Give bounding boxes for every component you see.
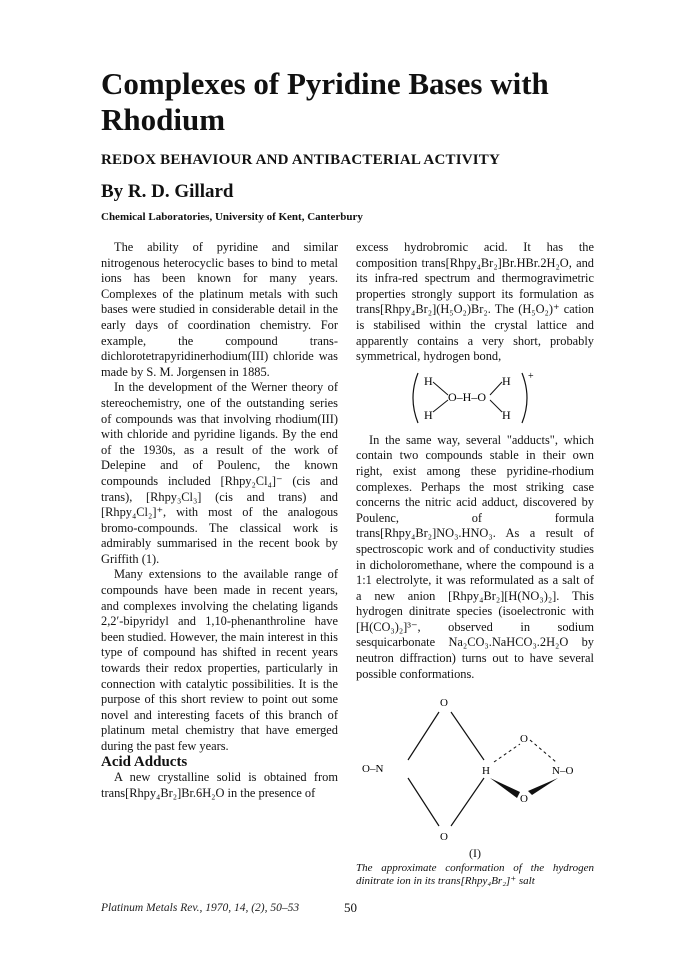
- charge-plus: +: [528, 370, 534, 382]
- hydrogen-bond-diagram: [404, 369, 544, 427]
- bond-line: [451, 712, 484, 760]
- atom-o-right-bottom: O: [520, 793, 528, 806]
- atom-o-right-top: O: [520, 733, 528, 746]
- left-parenthesis: [413, 373, 418, 423]
- figure-caption: The approximate conformation of the hydrogen dinitrate ion in its trans[Rhpy₄Br₂]⁺ salt: [356, 861, 594, 887]
- dinitrate-structure-diagram: [362, 694, 592, 844]
- atom-h-top-right: H: [502, 373, 511, 388]
- atom-o-h-o: O–H–O: [448, 389, 486, 404]
- right-parenthesis: [522, 373, 527, 423]
- author-byline: By R. D. Gillard: [101, 181, 234, 202]
- atom-o-left-bottom: O: [440, 831, 448, 844]
- bond-line: [451, 778, 484, 826]
- atom-h-bottom-left: H: [424, 407, 433, 422]
- author-affiliation: Chemical Laboratories, University of Kent, Canterbury: [101, 211, 363, 223]
- article-subtitle: REDOX BEHAVIOUR AND ANTIBACTERIAL ACTIVITY: [101, 152, 501, 168]
- article-title: Complexes of Pyridine Bases with Rhodium: [101, 66, 549, 137]
- group-o-n-left: O–N: [362, 763, 384, 776]
- group-n-o-right: N–O: [552, 765, 574, 778]
- atom-o-left-top: O: [440, 697, 448, 710]
- figure-number: (I): [469, 846, 481, 861]
- bond-line: [433, 382, 448, 395]
- paragraph-extensions: Many extensions to the available range of compounds have been made in recent years, and complexes involving the chelating ligands 2,2′-bipyridyl and 1,10-phenanthroline have been studied. However, the main interest in this type of compound has shifted in recent years towards their redox properties, particularly in connection with catalytic possibilities. It is the purpose of this short review to point out some novel and interesting facets of this branch of platinum metal chemistry that have emerged during the past few years.: [101, 567, 338, 753]
- bond-line: [433, 400, 448, 412]
- paragraph-acid-adducts: A new crystalline solid is obtained from trans[Rhpy₄Br₂]Br.6H₂O in the presence of: [101, 770, 338, 800]
- bond-dashed: [530, 740, 556, 762]
- wedge-bond: [528, 778, 558, 795]
- paragraph-hbr-adduct: excess hydrobromic acid. It has the composition trans[Rhpy₄Br₂]Br.HBr.2H₂O, and its infra-red spectrum and thermogravimetric properties strongly support its formulation as trans[Rhpy₄Br₂](H₅O₂)Br₂. The (H₅O₂)⁺ cation is stabilised within the crystal lattice and apparently contains a very short, probably symmetrical, hydrogen bond,: [356, 240, 594, 364]
- atom-h-center: H: [482, 765, 490, 778]
- atom-h-top-left: H: [424, 373, 433, 388]
- paragraph-nitric-adduct: In the same way, several "adducts", which contain two compounds stable in their own right, exist among these pyridine-rhodium complexes. Perhaps the most striking case concerns the nitric acid adduct, discovered by Poulenc, of formula trans[Rhpy₄Br₂]NO₃.HNO₃. As a result of spectroscopic work and of conductivity studies in dicholoromethane, where the compound is a 1:1 electrolyte, it was reformulated as a salt of a new anion [Rhpy₄Br₂][H(NO₃)₂]. This hydrogen dinitrate species (isoelectronic with [H(CO₃)₂]³⁻, observed in sodium sesquicarbonate Na₂CO₃.NaHCO₃.2H₂O by neutron diffraction) turns out to have several possible conformations.: [356, 432, 594, 681]
- paragraph-werner: In the development of the Werner theory of stereochemistry, one of the outstanding series of compounds was that involving rhodium(III) with chloride and pyridine ligands. By the end of the 1930s, as a result of the work of Delepine and of Poulenc, the known compounds included [Rhpy₂Cl₄]⁻ (cis and trans), [Rhpy₃Cl₃] (cis and trans) and [Rhpy₄Cl₂]⁺, with most of the analogous bromo-compounds. The classical work is admirably summarised in the recent book by Griffith (1).: [101, 380, 338, 566]
- section-heading-acid-adducts: Acid Adducts: [101, 753, 188, 770]
- bond-line: [490, 382, 502, 395]
- bond-line: [408, 712, 439, 760]
- journal-citation: Platinum Metals Rev., 1970, 14, (2), 50–53: [101, 902, 300, 914]
- atom-h-bottom-right: H: [502, 407, 511, 422]
- wedge-bond: [490, 778, 520, 798]
- left-column: [101, 240, 338, 801]
- bond-line: [490, 400, 502, 412]
- bond-line: [408, 778, 439, 826]
- right-column: [356, 240, 594, 888]
- page-number: 50: [344, 900, 357, 915]
- hydrogen-bond-dashed: [494, 744, 520, 762]
- paragraph-intro: The ability of pyridine and similar nitrogenous heterocyclic bases to bind to metal ions has been known for many years. Complexes of the platinum metals with such bases were studied in considerable detail in the early days of coordination chemistry. For example, the compound trans-dichlorotetrapyridinerhodium(III) chloride was made by S. M. Jorgensen in 1885.: [101, 240, 338, 379]
